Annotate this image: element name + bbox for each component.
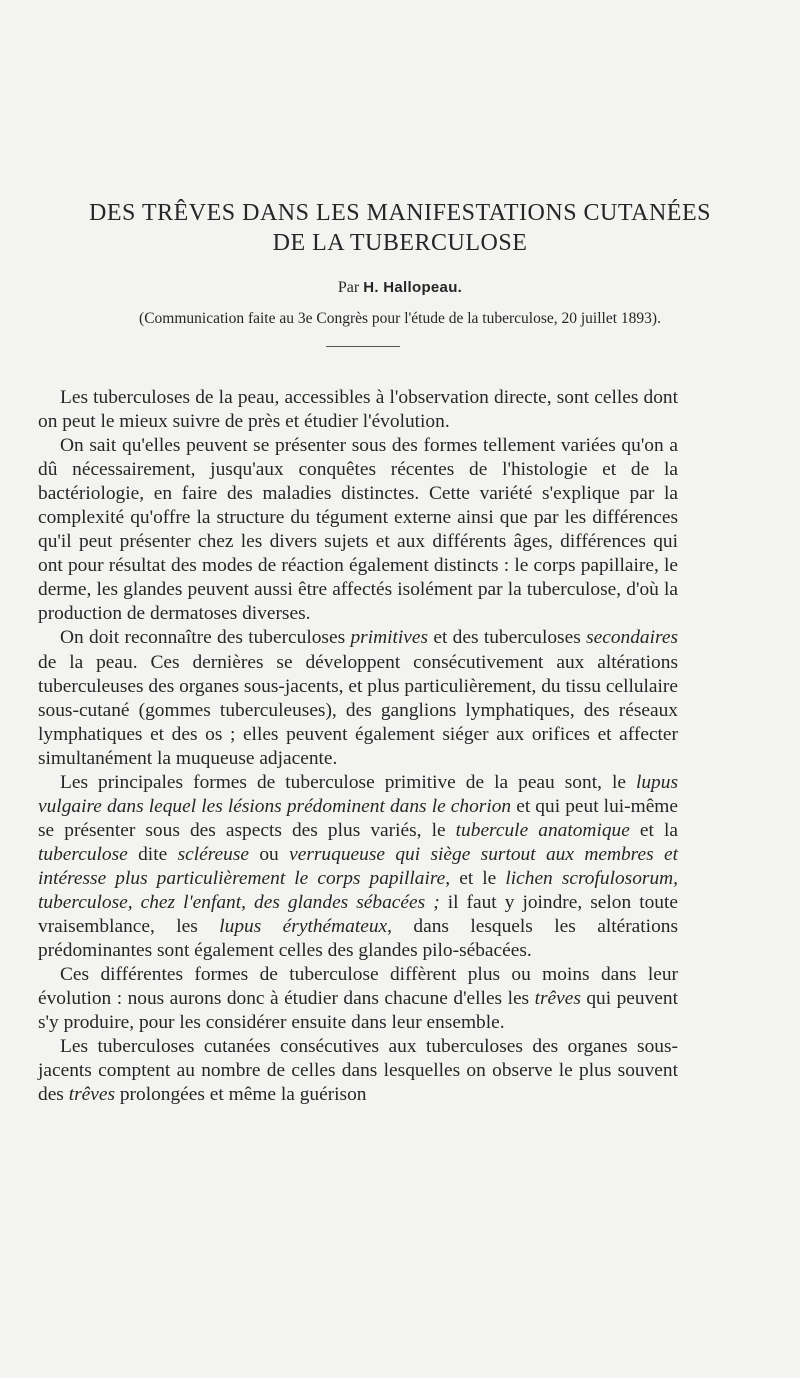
italic-segment: secondaires <box>586 627 678 649</box>
text-segment: On doit reconnaître des tuberculoses <box>60 627 351 649</box>
text-segment: Les tuberculoses cutanées consécutives aux tuberculoses des organes sous-jacents comptent au nombre de celles dans lesquelles on observe le plus souvent des <box>38 1036 678 1106</box>
italic-segment: primitives <box>350 627 429 649</box>
italic-segment: tubercule anatomique <box>455 819 630 841</box>
title-separator-rule <box>326 346 400 347</box>
text-segment: dite <box>127 843 178 865</box>
text-segment: , et le <box>445 867 506 889</box>
italic-segment: lupus érythémateux <box>219 916 388 938</box>
italic-segment: verruqueuse qui siège surtout aux membres et intéresse plus particulièrement le corps papillaire <box>38 843 678 889</box>
article-title-line-2: DE LA TUBERCULOSE <box>272 230 528 256</box>
text-segment: et la <box>629 819 678 841</box>
italic-segment: trêves <box>534 988 581 1010</box>
article-title-line-1: DES TRÊVES DANS LES MANIFESTATIONS CUTANÉES <box>89 200 711 226</box>
text-segment: Les tuberculoses de la peau, accessibles à l'observation directe, sont celles dont on peut le mieux suivre de près et étudier l'évolution. <box>38 387 678 433</box>
body-paragraph <box>38 626 678 770</box>
article-body <box>38 386 678 1107</box>
italic-segment: scléreuse <box>177 843 249 865</box>
author-name: H. Hallopeau. <box>363 279 463 296</box>
text-segment: et des tuberculoses <box>428 627 587 649</box>
text-segment: , dans lesquels les altérations prédominantes sont également celles des glandes pilo-sébacées. <box>38 916 679 962</box>
italic-segment: tuberculose <box>38 843 128 865</box>
text-segment: ou <box>249 843 290 865</box>
body-paragraph <box>38 1035 678 1107</box>
text-segment: Les principales formes de tuberculose primitive de la peau sont, le <box>60 771 636 793</box>
body-paragraph <box>38 386 678 434</box>
italic-segment: lupus vulgaire dans lequel les lésions prédominent dans le chorion <box>38 771 678 817</box>
author-byline <box>0 280 800 296</box>
text-segment: On sait qu'elles peuvent se présenter sous des formes tellement variées qu'on a dû nécessairement, jusqu'aux conquêtes récentes de l'histologie et de la bactériologie, en faire des maladies distinctes. Cette variété s'explique par la complexité qu'offre la structure du tégument externe ainsi que par les différences qu'il peut présenter chez les divers sujets et aux différents âges, différences qui ont pour résultat des modes de réaction également distincts : le corps papillaire, le derme, les glandes peuvent aussi être affectés isolément par la tuberculose, d'où la production de dermatoses diverses. <box>38 435 678 625</box>
text-segment: prolongées et même la guérison <box>115 1084 367 1106</box>
text-segment: et qui peut lui-même se présenter sous des aspects des plus variés, le <box>38 795 678 841</box>
italic-segment: lichen scrofulosorum, tuberculose, chez l'enfant, des glandes sébacées ; <box>38 867 679 913</box>
body-paragraph <box>38 963 678 1035</box>
text-segment: qui peuvent s'y produire, pour les considérer ensuite dans leur ensemble. <box>38 988 678 1034</box>
byline-prefix: Par <box>337 279 364 296</box>
text-segment: il faut y joindre, selon toute vraisemblance, les <box>38 891 678 938</box>
text-segment: Ces différentes formes de tuberculose diffèrent plus ou moins dans leur évolution : nous aurons donc à étudier dans chacune d'elles les <box>38 964 678 1010</box>
body-paragraph <box>38 434 678 626</box>
text-segment: de la peau. Ces dernières se développent consécutivement aux altérations tuberculeuses des organes sous-jacents, et plus particulièrement, du tissu cellulaire sous-cutané (gommes tuberculeuses), des ganglions lymphatiques, des réseaux lymphatiques et des os ; elles peuvent également siéger aux orifices et affecter simultanément la muqueuse adjacente. <box>38 651 678 769</box>
italic-segment: trêves <box>68 1084 116 1106</box>
communication-note: (Communication faite au 3e Congrès pour l'étude de la tuberculose, 20 juillet 1893). <box>139 310 661 327</box>
body-paragraph <box>38 771 678 963</box>
